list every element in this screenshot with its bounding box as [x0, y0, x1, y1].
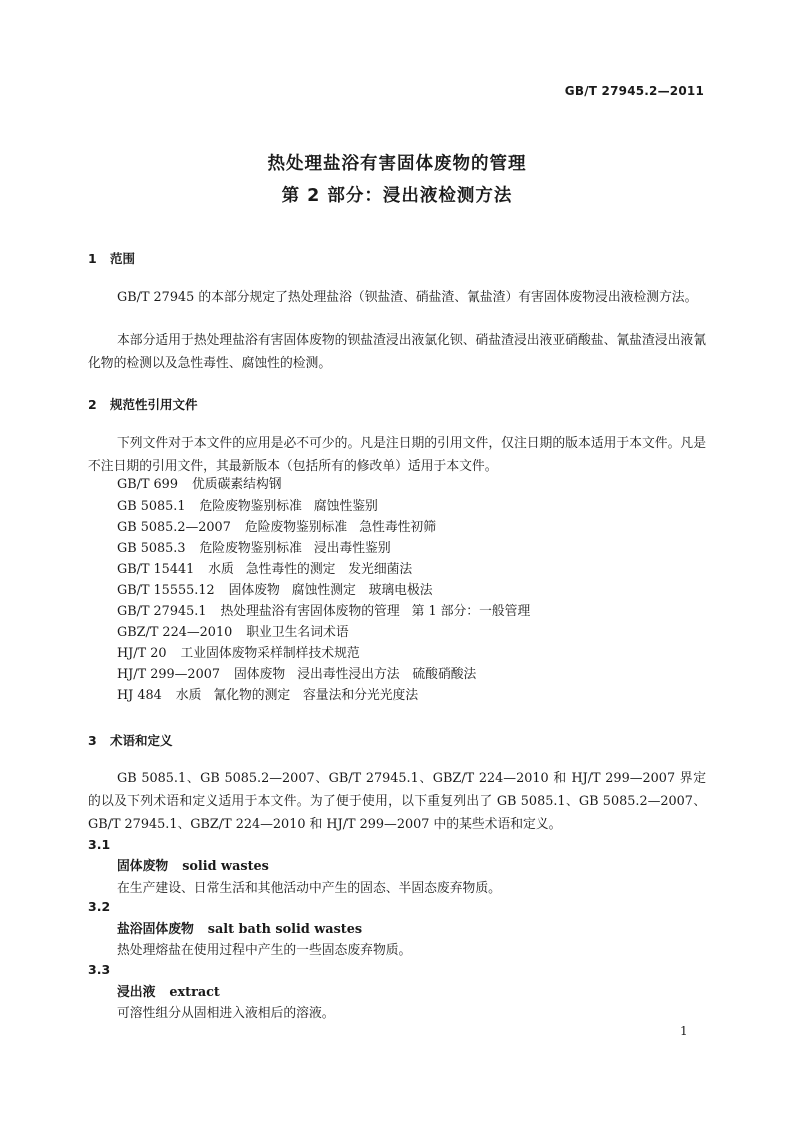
section-heading-scope	[88, 249, 135, 267]
reference-title: 水质	[208, 562, 234, 577]
term-entry	[117, 855, 269, 874]
section-title: 术语和定义	[110, 733, 173, 748]
term-en: solid wastes	[182, 859, 269, 874]
reference-title: 危险废物鉴别标准	[244, 520, 348, 535]
section-heading-normative-references	[88, 395, 198, 413]
reference-code: HJ/T 20	[117, 646, 167, 661]
section-heading-terms	[88, 731, 173, 749]
reference-title: 职业卫生名词术语	[246, 625, 349, 640]
reference-subtitle: 浸出毒性鉴别	[313, 541, 391, 556]
reference-code: GB/T 699	[117, 477, 178, 492]
term-definition: 可溶性组分从固相进入液相后的溶液。	[117, 1006, 335, 1021]
reference-code: HJ 484	[117, 688, 162, 703]
reference-title: 优质碳素结构钢	[191, 477, 282, 492]
document-title: 热处理盐浴有害固体废物的管理	[267, 154, 527, 174]
section-title: 规范性引用文件	[110, 397, 198, 412]
reference-code: GB/T 27945.1	[117, 604, 207, 619]
terms-intro: GB 5085.1、GB 5085.2—2007、GB/T 27945.1、GBZ/T 224—2010 和 HJ/T 299—2007 界定的以及下列术语和定义适用于本文件。为了便于使用，以下重复列出了 GB 5085.1、GB 5085.2—2007、GB/T 27945.1、GBZ/T 224—2010 和 HJ/T 299—2007 中的某些术语和定义。	[88, 771, 706, 832]
reference-item	[117, 602, 530, 622]
scope-paragraph-2: 本部分适用于热处理盐浴有害固体废物的钡盐渣浸出液氯化钡、硝盐渣浸出液亚硝酸盐、氰盐渣浸出液氰化物的检测以及急性毒性、腐蚀性的检测。	[88, 333, 706, 371]
standard-number: GB/T 27945.2—2011	[564, 84, 704, 98]
reference-code: GB 5085.3	[117, 541, 186, 556]
reference-item	[117, 623, 361, 643]
reference-subtitle: 第 1 部分：一般管理	[411, 604, 531, 619]
reference-subtitle: 腐蚀性鉴别	[313, 499, 378, 514]
reference-title: 工业固体废物采样制样技术规范	[180, 646, 360, 661]
section-number: 1	[88, 251, 97, 266]
reference-title: 热处理盐浴有害固体废物的管理	[220, 604, 400, 619]
section-number: 3	[88, 733, 97, 748]
term-zh: 固体废物	[117, 859, 169, 874]
reference-subtitle: 急性毒性初筛	[359, 520, 436, 535]
term-entry	[117, 981, 220, 1000]
reference-subtitle: 浸出毒性浸出方法 硫酸硝酸法	[297, 667, 477, 682]
reference-code: GB/T 15441	[117, 562, 195, 577]
term-en: extract	[169, 985, 220, 1000]
reference-code: GB 5085.2—2007	[117, 520, 231, 535]
term-number: 3.1	[88, 837, 111, 852]
section-number: 2	[88, 397, 97, 412]
reference-title: 固体废物	[228, 583, 280, 598]
term-zh: 浸出液	[117, 985, 156, 1000]
term-entry	[117, 918, 362, 937]
reference-title: 水质	[175, 688, 202, 703]
reference-item	[117, 497, 378, 517]
reference-subtitle: 氰化物的测定 容量法和分光光度法	[213, 688, 419, 703]
reference-code: HJ/T 299—2007	[117, 667, 220, 682]
reference-item	[117, 665, 476, 685]
reference-subtitle: 急性毒性的测定 发光细菌法	[245, 562, 413, 577]
term-en: salt bath solid wastes	[207, 922, 363, 937]
reference-code: GBZ/T 224—2010	[117, 625, 233, 640]
reference-item	[117, 560, 412, 580]
scope-paragraph-1: GB/T 27945 的本部分规定了热处理盐浴（钡盐渣、硝盐渣、氰盐渣）有害固体废物浸出液检测方法。	[117, 290, 698, 305]
term-definition: 热处理熔盐在使用过程中产生的一些固态废弃物质。	[117, 943, 412, 958]
term-number: 3.3	[88, 962, 111, 977]
references-intro: 下列文件对于本文件的应用是必不可少的。凡是注日期的引用文件，仅注日期的版本适用于本文件。凡是不注日期的引用文件，其最新版本（包括所有的修改单）适用于本文件。	[88, 436, 706, 474]
reference-item	[117, 518, 436, 538]
term-definition: 在生产建设、日常生活和其他活动中产生的固态、半固态废弃物质。	[117, 881, 501, 896]
reference-item	[117, 644, 372, 664]
reference-item	[117, 686, 418, 706]
reference-code: GB 5085.1	[117, 499, 186, 514]
reference-item	[117, 475, 294, 495]
reference-title: 危险废物鉴别标准	[199, 499, 302, 514]
section-title: 范围	[110, 251, 136, 266]
reference-title: 危险废物鉴别标准	[199, 541, 302, 556]
reference-code: GB/T 15555.12	[117, 583, 215, 598]
reference-item	[117, 539, 391, 559]
page-number: 1	[680, 1024, 688, 1038]
reference-title: 固体废物	[234, 667, 286, 682]
document-subtitle: 第 2 部分：浸出液检测方法	[281, 186, 513, 206]
reference-item	[117, 581, 433, 601]
term-number: 3.2	[88, 899, 111, 914]
reference-subtitle: 腐蚀性测定 玻璃电极法	[291, 583, 433, 598]
term-zh: 盐浴固体废物	[117, 922, 194, 937]
